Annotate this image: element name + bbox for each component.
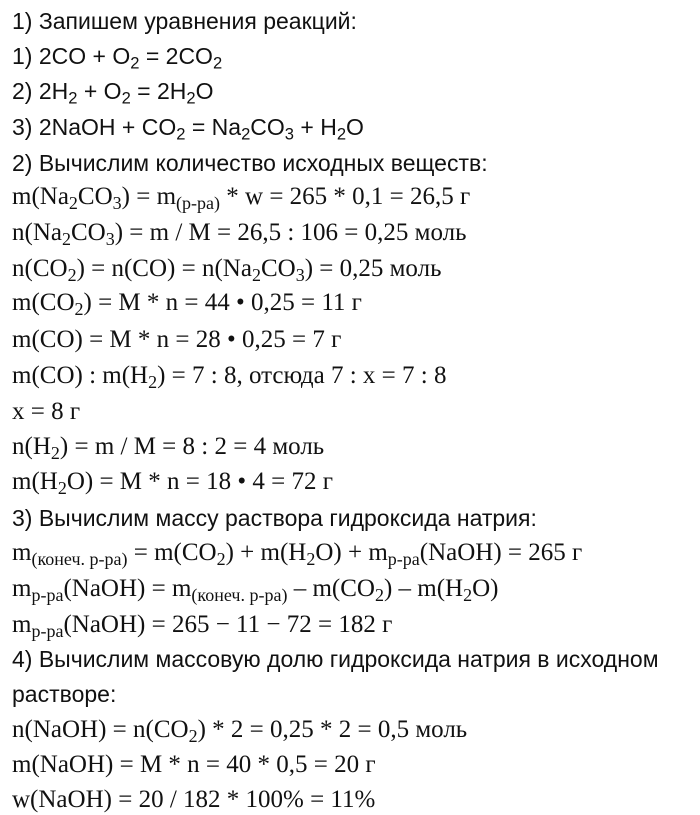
heading-line bbox=[12, 679, 116, 709]
formula-line bbox=[12, 432, 324, 462]
subscript: 2 bbox=[336, 124, 347, 144]
text-segment: n(CO bbox=[12, 255, 68, 282]
heading-line bbox=[12, 76, 213, 106]
text-segment: = Na bbox=[185, 114, 242, 140]
text-segment: = 2H bbox=[130, 78, 187, 104]
subscript: 2 bbox=[50, 443, 60, 464]
text-segment: m(NaOH) = M * n = 40 * 0,5 = 20 г bbox=[12, 751, 376, 778]
text-segment: O) = M * n = 18 • 4 = 72 г bbox=[66, 468, 333, 495]
text-segment: 3) Вычислим массу раствора гидроксида натрия: bbox=[12, 505, 537, 531]
text-segment: O bbox=[195, 78, 214, 104]
subscript: 3 bbox=[112, 193, 122, 214]
subscript: р-ра bbox=[31, 621, 64, 642]
subscript: 3 bbox=[295, 265, 305, 286]
text-segment: n(Na bbox=[12, 219, 62, 246]
formula-line bbox=[12, 325, 341, 355]
text-segment: ) = 0,25 моль bbox=[304, 255, 442, 282]
text-segment: ) = m bbox=[121, 183, 177, 210]
subscript: 2 bbox=[212, 53, 223, 73]
text-segment: m(Na bbox=[12, 183, 69, 210]
subscript: 2 bbox=[251, 265, 261, 286]
text-segment: w(NaOH) = 20 / 182 * 100% = 11% bbox=[12, 786, 376, 813]
text-segment: + O bbox=[77, 78, 122, 104]
text-segment: CO bbox=[70, 219, 106, 246]
text-segment: m bbox=[12, 539, 32, 566]
text-segment: (NaOH) = 265 − 11 − 72 = 182 г bbox=[63, 611, 393, 638]
text-segment: ) = m / M = 26,5 : 106 = 0,25 моль bbox=[114, 219, 467, 246]
formula-line bbox=[12, 361, 446, 391]
formula-line bbox=[12, 467, 333, 497]
text-segment: 2) 2H bbox=[12, 78, 69, 104]
subscript: 2 bbox=[306, 549, 316, 570]
heading-line bbox=[12, 41, 222, 71]
subscript: 2 bbox=[241, 124, 251, 144]
text-segment: O bbox=[346, 114, 364, 140]
subscript: 3 bbox=[284, 124, 294, 144]
text-segment: ) = m / M = 8 : 2 = 4 моль bbox=[59, 433, 325, 460]
text-segment: m(CO bbox=[12, 289, 75, 316]
text-segment: * w = 265 * 0,1 = 26,5 г bbox=[220, 183, 471, 210]
subscript: 2 bbox=[176, 124, 186, 144]
subscript: 2 bbox=[121, 88, 131, 108]
subscript: (р-ра) bbox=[176, 193, 221, 214]
formula-line bbox=[12, 538, 582, 568]
text-segment: 1) 2CO + O bbox=[12, 43, 131, 69]
subscript: (конеч. р-ра) bbox=[31, 549, 128, 570]
text-segment: O) + m bbox=[315, 539, 388, 566]
subscript: 2 bbox=[68, 88, 78, 108]
formula-line bbox=[12, 397, 80, 427]
text-segment: 2) Вычислим количество исходных веществ: bbox=[12, 150, 488, 176]
text-segment: m(H bbox=[12, 468, 58, 495]
text-segment: (NaOH) = 265 г bbox=[419, 539, 583, 566]
text-segment: = m(CO bbox=[127, 539, 217, 566]
text-segment: растворе: bbox=[12, 681, 117, 707]
text-segment: m(CO) : m(H bbox=[12, 362, 149, 389]
text-segment: ) = n(CO) = n(Na bbox=[76, 255, 252, 282]
text-segment: m bbox=[12, 611, 32, 638]
heading-line bbox=[12, 148, 488, 178]
heading-line bbox=[12, 112, 364, 142]
subscript: 2 bbox=[68, 193, 78, 214]
subscript: (конеч. р-ра) bbox=[191, 585, 288, 606]
formula-line bbox=[12, 254, 441, 284]
text-segment: + H bbox=[293, 114, 337, 140]
subscript: р-ра bbox=[387, 549, 420, 570]
subscript: 2 bbox=[216, 549, 226, 570]
text-segment: – m(CO bbox=[287, 575, 375, 602]
subscript: 2 bbox=[74, 299, 84, 320]
text-segment: CO bbox=[260, 255, 296, 282]
text-segment: 4) Вычислим массовую долю гидроксида натрия в исходном bbox=[12, 646, 659, 672]
text-segment: 3) 2NaOH + CO bbox=[12, 114, 177, 140]
formula-line bbox=[12, 182, 470, 212]
text-segment: n(NaOH) = n(CO bbox=[12, 716, 189, 743]
subscript: р-ра bbox=[31, 585, 64, 606]
subscript: 2 bbox=[374, 585, 384, 606]
subscript: 2 bbox=[188, 726, 198, 747]
text-segment: ) + m(H bbox=[225, 539, 307, 566]
subscript: 2 bbox=[148, 372, 158, 393]
text-segment: 1) Запишем уравнения реакций: bbox=[12, 8, 357, 34]
text-segment: ) = M * n = 44 • 0,25 = 11 г bbox=[83, 289, 362, 316]
formula-line bbox=[12, 610, 392, 640]
subscript: 2 bbox=[57, 478, 67, 499]
subscript: 2 bbox=[130, 53, 140, 73]
text-segment: m bbox=[12, 575, 32, 602]
heading-line bbox=[12, 6, 357, 36]
formula-line bbox=[12, 574, 498, 604]
heading-line bbox=[12, 644, 659, 674]
text-segment: n(H bbox=[12, 433, 51, 460]
formula-line bbox=[12, 288, 362, 318]
formula-line bbox=[12, 750, 376, 780]
formula-line bbox=[12, 218, 467, 248]
subscript: 2 bbox=[186, 88, 196, 108]
heading-line bbox=[12, 503, 537, 533]
text-segment: ) = 7 : 8, отсюда 7 : x = 7 : 8 bbox=[157, 362, 447, 389]
text-segment: ) – m(H bbox=[383, 575, 464, 602]
text-segment: O) bbox=[472, 575, 499, 602]
text-segment: m(CO) = M * n = 28 • 0,25 = 7 г bbox=[12, 326, 342, 353]
subscript: 2 bbox=[67, 265, 77, 286]
subscript: 2 bbox=[463, 585, 473, 606]
subscript: 3 bbox=[105, 229, 115, 250]
formula-line bbox=[12, 715, 467, 745]
text-segment: x = 8 г bbox=[12, 398, 81, 425]
formula-line bbox=[12, 785, 375, 815]
text-segment: ) * 2 = 0,25 * 2 = 0,5 моль bbox=[197, 716, 468, 743]
text-segment: (NaOH) = m bbox=[63, 575, 192, 602]
text-segment: = 2CO bbox=[139, 43, 213, 69]
text-segment: CO bbox=[250, 114, 285, 140]
text-segment: CO bbox=[77, 183, 113, 210]
subscript: 2 bbox=[61, 229, 71, 250]
